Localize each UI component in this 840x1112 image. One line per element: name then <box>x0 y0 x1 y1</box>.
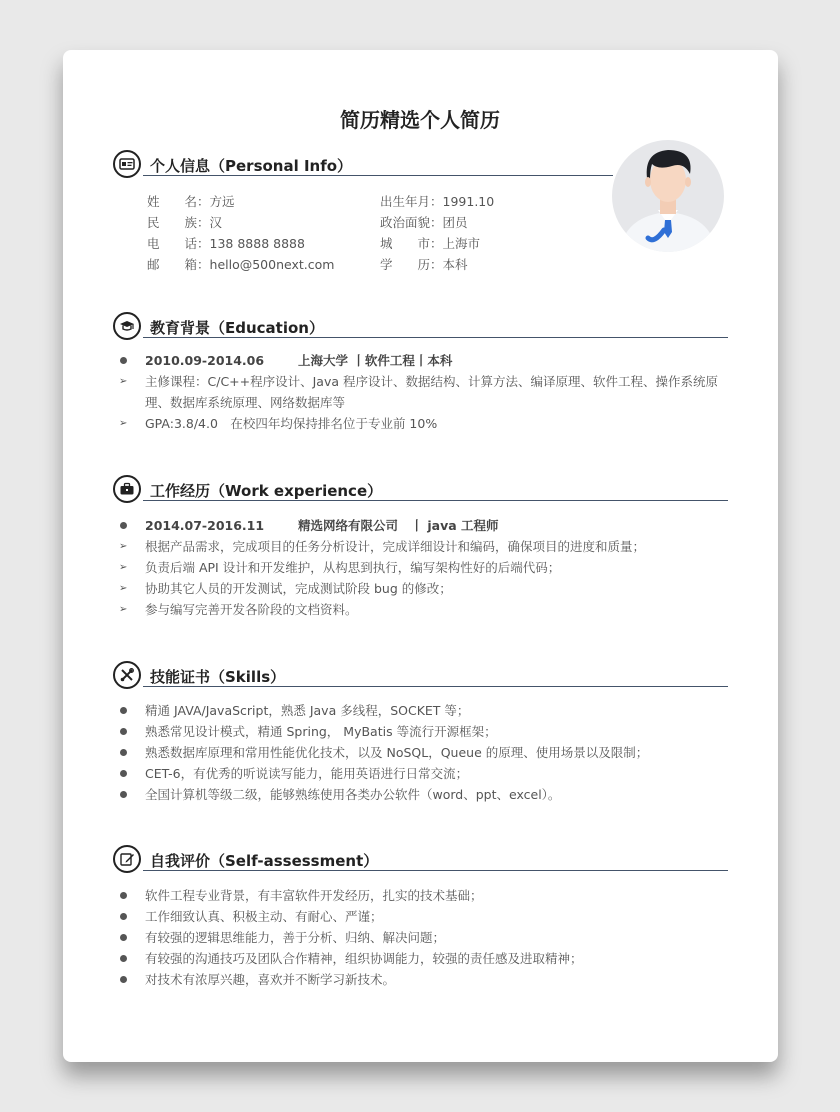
list-item: ➢ 负责后端 API 设计和开发维护，从构思到执行，编写架构性好的后端代码； <box>113 557 728 578</box>
arrow-bullet-icon: ➢ <box>119 604 128 615</box>
work-section <box>113 475 728 620</box>
id-card-icon <box>113 150 141 178</box>
work-title: 工作经历（Work experience） <box>150 482 383 500</box>
info-ethnicity: 民 族：汉 <box>147 215 223 230</box>
list-item: 熟悉常见设计模式，精通 Spring， MyBatis 等流行开源框架； <box>113 721 728 742</box>
personal-info-title: 个人信息（Personal Info） <box>150 157 353 175</box>
tools-icon <box>113 661 141 689</box>
info-birth: 出生年月：1991.10 <box>380 194 495 209</box>
arrow-bullet-icon: ➢ <box>119 376 128 387</box>
graduation-cap-icon <box>113 312 141 340</box>
education-title: 教育背景（Education） <box>150 319 324 337</box>
arrow-bullet-icon: ➢ <box>119 541 128 552</box>
list-item: 精通 JAVA/JavaScript，熟悉 Java 多线程，SOCKET 等； <box>113 700 728 721</box>
list-item: ➢ GPA:3.8/4.0 在校四年均保持排名位于专业前 10% <box>113 413 728 434</box>
skills-section <box>113 661 728 805</box>
work-date: 2014.07-2016.11 <box>145 518 265 533</box>
info-city: 城 市：上海市 <box>380 236 481 251</box>
section-divider <box>143 686 728 687</box>
work-org: 精选网络有限公司 丨 java 工程师 <box>298 518 499 533</box>
list-item: ➢ 协助其它人员的开发测试，完成测试阶段 bug 的修改； <box>113 578 728 599</box>
page-title: 简历精选个人简历 <box>340 108 500 132</box>
info-email: 邮 箱：hello@500next.com <box>147 257 335 272</box>
section-divider <box>143 870 728 871</box>
list-item: 有较强的逻辑思维能力，善于分析、归纳、解决问题； <box>113 927 728 948</box>
edit-icon <box>113 845 141 873</box>
list-item: 工作细致认真、积极主动、有耐心、严谨； <box>113 906 728 927</box>
info-name: 姓 名：方远 <box>147 194 235 209</box>
education-headline <box>113 350 728 371</box>
arrow-bullet-icon: ➢ <box>119 562 128 573</box>
personal-info-grid <box>113 188 728 278</box>
list-item: ➢ 主修课程：C/C++程序设计、Java 程序设计、数据结构、计算方法、编译原理、软件工程、操作系统原理、数据库系统原理、网络数据库等 <box>113 371 728 413</box>
personal-info-section <box>113 150 728 278</box>
section-divider <box>143 175 613 176</box>
work-headline <box>113 515 728 536</box>
section-divider <box>143 337 728 338</box>
education-org: 上海大学 丨软件工程丨本科 <box>298 353 453 368</box>
list-item: 对技术有浓厚兴趣，喜欢并不断学习新技术。 <box>113 969 728 990</box>
list-item: 软件工程专业背景，有丰富软件开发经历，扎实的技术基础； <box>113 885 728 906</box>
section-divider <box>143 500 728 501</box>
arrow-bullet-icon: ➢ <box>119 583 128 594</box>
self-assessment-section <box>113 845 728 990</box>
education-section <box>113 312 728 434</box>
info-phone: 电 话：138 8888 8888 <box>147 236 305 251</box>
list-item: ➢ 根据产品需求，完成项目的任务分析设计，完成详细设计和编码，确保项目的进度和质量； <box>113 536 728 557</box>
list-item: ➢ 参与编写完善开发各阶段的文档资料。 <box>113 599 728 620</box>
arrow-bullet-icon: ➢ <box>119 418 128 429</box>
skills-title: 技能证书（Skills） <box>150 668 286 686</box>
info-politics: 政治面貌：团员 <box>380 215 468 230</box>
list-item: 有较强的沟通技巧及团队合作精神，组织协调能力，较强的责任感及进取精神； <box>113 948 728 969</box>
education-date: 2010.09-2014.06 <box>145 353 265 368</box>
info-degree: 学 历：本科 <box>380 257 468 272</box>
list-item: 熟悉数据库原理和常用性能优化技术，以及 NoSQL，Queue 的原理、使用场景以及限制； <box>113 742 728 763</box>
list-item: 全国计算机等级二级，能够熟练使用各类办公软件（word、ppt、excel）。 <box>113 784 728 805</box>
list-item: CET-6，有优秀的听说读写能力，能用英语进行日常交流； <box>113 763 728 784</box>
self-assessment-title: 自我评价（Self-assessment） <box>150 852 379 870</box>
briefcase-icon <box>113 475 141 503</box>
